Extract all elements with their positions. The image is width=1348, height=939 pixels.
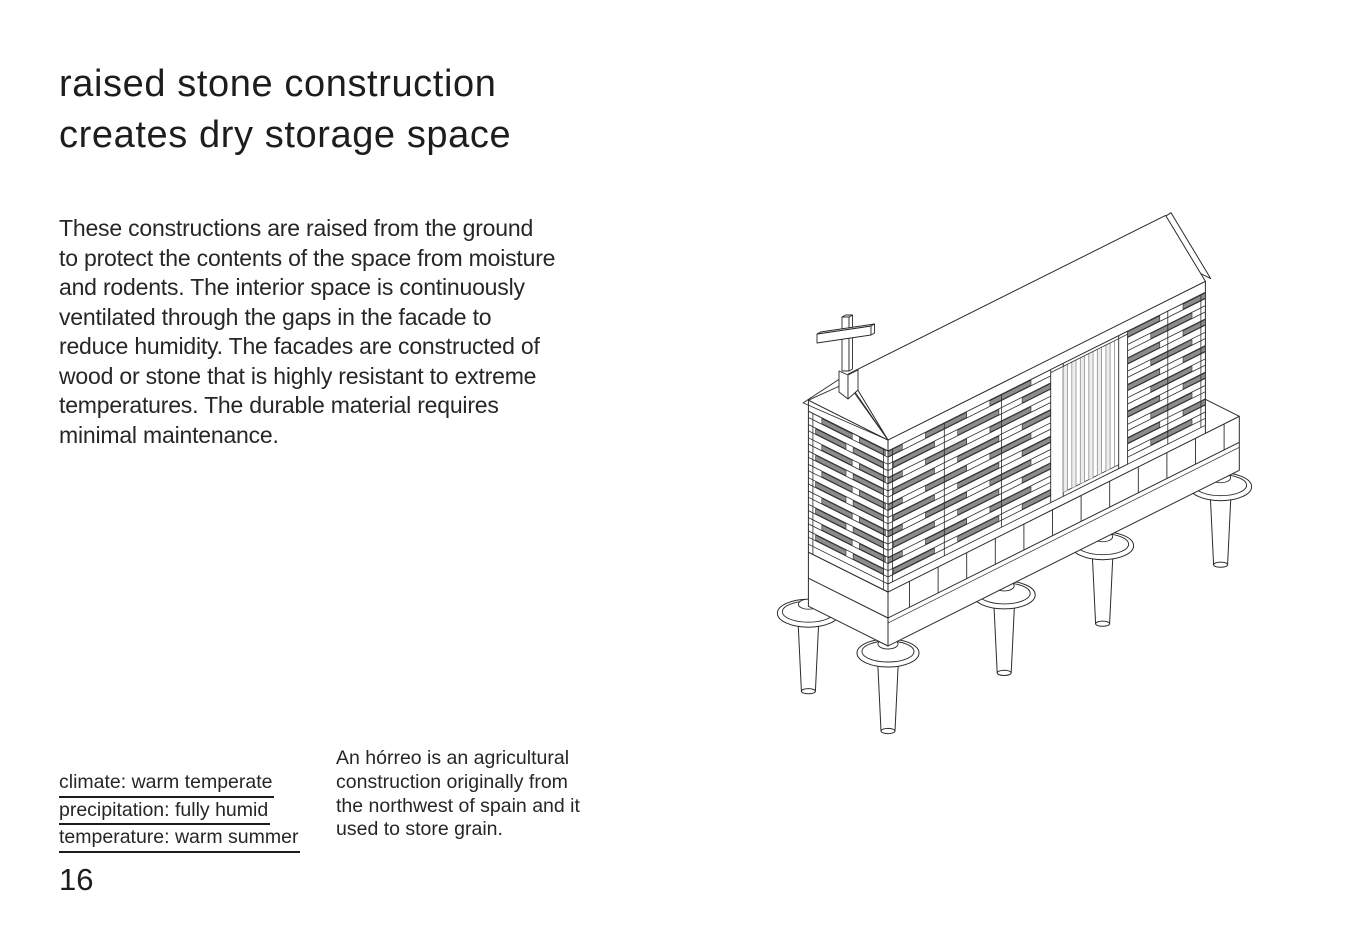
text-line: and rodents. The interior space is continuously [59, 274, 525, 300]
text-line: reduce humidity. The facades are constructed of [59, 333, 540, 359]
climate-notes [59, 770, 300, 853]
horreo-illustration [740, 170, 1348, 790]
text-line: temperatures. The durable material requires [59, 392, 499, 418]
text-line: the northwest of spain and it [336, 794, 580, 817]
text-line: precipitation: fully humid [59, 798, 300, 826]
text-line: An hórreo is an agricultural [336, 747, 570, 769]
text-line: used to store grain. [336, 818, 503, 841]
text-line: construction originally from [336, 770, 568, 793]
title-line: creates dry storage space [59, 114, 512, 157]
text-line: minimal maintenance. [59, 421, 279, 448]
text-line: wood or stone that is highly resistant to extreme [59, 362, 537, 389]
text-line: to protect the contents of the space from moisture [59, 244, 556, 271]
horreo-isometric-drawing [740, 170, 1348, 790]
text-line: climate: warm temperate [59, 770, 300, 798]
page-title [59, 59, 511, 161]
figure-caption [336, 747, 580, 842]
title-line: raised stone construction [59, 63, 497, 106]
text-line: ventilated through the gaps in the facade to [59, 303, 492, 330]
body-paragraph [59, 214, 555, 450]
text-line: temperature: warm summer [59, 825, 300, 853]
text-line: These constructions are raised from the ground [59, 215, 534, 241]
page-number: 16 [59, 862, 94, 897]
